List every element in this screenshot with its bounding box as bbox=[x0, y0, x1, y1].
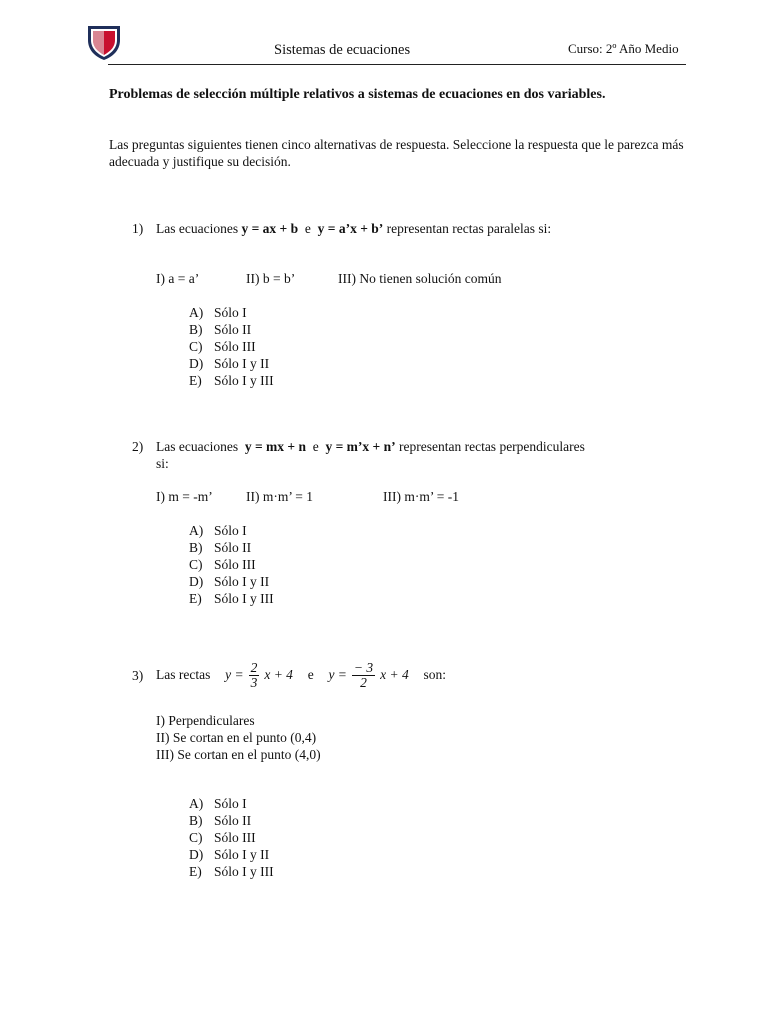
option-e[interactable]: E) Sólo I y III bbox=[189, 864, 274, 879]
option-b[interactable]: B) Sólo II bbox=[189, 540, 252, 555]
question-statement: Las ecuaciones y = ax + b e y = a’x + b’ representan rectas paralelas si: bbox=[156, 221, 552, 236]
option-a[interactable]: A) Sólo I bbox=[189, 796, 247, 811]
condition: II) b = b’ bbox=[246, 271, 296, 286]
intro-title: Problemas de selección múltiple relativos a sistemas de ecuaciones en dos variables. bbox=[109, 87, 606, 102]
option-e[interactable]: E) Sólo I y III bbox=[189, 591, 274, 606]
header-course: Curso: 2º Año Medio bbox=[568, 41, 679, 56]
condition: I) m = -m’ bbox=[156, 489, 213, 504]
condition: III) No tienen solución común bbox=[338, 271, 502, 286]
options-list bbox=[189, 522, 274, 607]
option-e[interactable]: E) Sólo I y III bbox=[189, 373, 274, 388]
header-divider bbox=[108, 64, 686, 65]
header-title: Sistemas de ecuaciones bbox=[274, 42, 411, 58]
statement-item: II) Se cortan en el punto (0,4) bbox=[156, 730, 317, 745]
question-statement: Las ecuaciones y = mx + n e y = m’x + n’ representan rectas perpendiculares bbox=[156, 439, 585, 454]
equation-lhs: y = bbox=[225, 667, 244, 682]
equation-rhs: x + 4 bbox=[380, 667, 409, 682]
condition: II) m·m’ = 1 bbox=[246, 489, 313, 504]
option-d[interactable]: D) Sólo I y II bbox=[189, 574, 270, 589]
option-c[interactable]: C) Sólo III bbox=[189, 830, 256, 845]
equation-lhs: y = bbox=[328, 667, 347, 682]
condition: I) a = a’ bbox=[156, 271, 200, 286]
statement-item: I) Perpendiculares bbox=[156, 713, 255, 728]
question-number: 2) bbox=[132, 439, 144, 454]
option-d[interactable]: D) Sólo I y II bbox=[189, 356, 270, 371]
question-number: 3) bbox=[132, 668, 144, 683]
option-a[interactable]: A) Sólo I bbox=[189, 523, 247, 538]
condition: III) m·m’ = -1 bbox=[383, 489, 459, 504]
equation-rhs: x + 4 bbox=[264, 667, 293, 682]
statements-list bbox=[156, 712, 321, 763]
option-d[interactable]: D) Sólo I y II bbox=[189, 847, 270, 862]
fraction: $\frac{2}{3}$ bbox=[250, 659, 258, 690]
option-b[interactable]: B) Sólo II bbox=[189, 322, 252, 337]
question-number: 1) bbox=[132, 221, 144, 236]
equation: y = a’x + b’ bbox=[317, 221, 384, 236]
question-statement-continued: si: bbox=[156, 456, 169, 471]
option-c[interactable]: C) Sólo III bbox=[189, 339, 256, 354]
equation: y = mx + n bbox=[244, 439, 306, 454]
options-list bbox=[189, 795, 274, 880]
statement-item: III) Se cortan en el punto (4,0) bbox=[156, 747, 321, 762]
school-logo-shield-icon bbox=[84, 22, 124, 62]
fraction: $\frac{- 3}{2}$ bbox=[353, 659, 374, 690]
options-list bbox=[189, 304, 274, 389]
equation: y = m’x + n’ bbox=[325, 439, 396, 454]
equation: y = ax + b bbox=[241, 221, 299, 236]
option-c[interactable]: C) Sólo III bbox=[189, 557, 256, 572]
intro-text: Las preguntas siguientes tienen cinco alternativas de respuesta. Seleccione la respuesta que le parezca más adecuada y justifique su decisión. bbox=[109, 137, 684, 169]
option-b[interactable]: B) Sólo II bbox=[189, 813, 252, 828]
question-statement: Las rectas y = $\frac{2}{3}$ x + 4 e y = $\frac{- 3}{2}$ x + 4 son: bbox=[156, 659, 447, 690]
option-a[interactable]: A) Sólo I bbox=[189, 305, 247, 320]
